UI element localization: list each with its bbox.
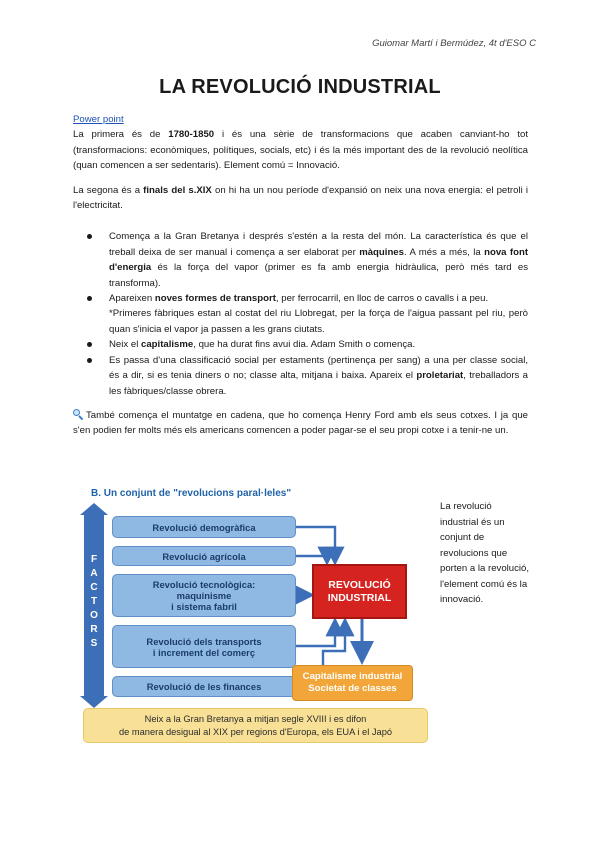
side-note: La revolució industrial és un conjunt de revolucions que porten a la revolució, l'element comú és la innovació. — [440, 501, 530, 605]
box-finance-revolution: Revolució de les finances — [112, 676, 296, 697]
bullet-icon — [87, 342, 92, 347]
document-body — [73, 112, 528, 439]
magnifier-icon — [73, 409, 83, 419]
factory-note: *Primeres fàbriques estan al costat del riu Llobregat, per la força de l'aigua passant pel riu, però quan s'inicia el vapor ja passen a les grans ciutats. — [109, 308, 528, 335]
page-title: LA REVOLUCIÓ INDUSTRIAL — [159, 76, 441, 98]
diagram-title: B. Un conjunt de "revolucions paral·leles" — [91, 488, 292, 499]
box-industrial-capitalism: Capitalisme industrial Societat de classes — [292, 665, 413, 701]
box-transport-revolution: Revolució dels transports i increment del comerç — [112, 625, 296, 668]
box-industrial-revolution: REVOLUCIÓ INDUSTRIAL — [312, 564, 407, 619]
box-agricultural-revolution: Revolució agrícola — [112, 546, 296, 566]
list-item: Neix el capitalisme, que ha durat fins avui dia. Adam Smith o comença. — [87, 337, 528, 352]
arrow-agricultural — [296, 556, 327, 561]
diagram-footer-band: Neix a la Gran Bretanya a mitjan segle XVIII i es difon de manera desigual al XIX per regions d'Europa, els EUA i el Japó — [83, 708, 428, 743]
power-point-link[interactable]: Power point — [73, 114, 124, 125]
paragraph-first-revolution: La primera és de 1780-1850 i és una sèrie de transformacions que acaben canviant-ho tot (transformacions: econòmiques, polítiques, socials, etc) i és la més important des de la revolució neolítica (quan comencen a ser sedentaris). Element comú = Innovació. — [73, 129, 528, 172]
factors-arrow — [84, 513, 104, 698]
box-demographic-revolution: Revolució demogràfica — [112, 516, 296, 538]
bullet-icon — [87, 234, 92, 239]
bullet-icon — [87, 358, 92, 363]
bullet-list — [73, 229, 528, 398]
bullet-icon — [87, 296, 92, 301]
list-item: Comença a la Gran Bretanya i després s'estén a la resta del món. La característica és que el treball deixa de ser manual i comença a ser elaborat per màquines. A més a més, la nova font d'energia és la força del vapor (primer es fa amb energia hidràulica, però més tard es transforma). — [87, 229, 528, 291]
list-item: Es passa d'una classificació social per estaments (pertinença per sang) a una per classe social, és a dir, si es tenia diners o no; classe alta, mitjana i baixa. Apareix el proletariat, treballadors a les fàbriques/classe obrera. — [87, 353, 528, 399]
list-item: Apareixen noves formes de transport, per ferrocarril, en lloc de carros o cavalls i a peu. *Primeres fàbriques estan al costat del riu Llobregat, per la força de l'aigua passant pel riu, però quan s'inicia el vapor ja passen a les grans ciutats. — [87, 291, 528, 337]
revolutions-diagram — [83, 485, 433, 745]
arrow-transport — [296, 622, 335, 646]
author-header: Guiomar Martí i Bermúdez, 4t d'ESO C — [372, 38, 536, 49]
paragraph-assembly-line: També comença el muntatge en cadena, que ho comença Henry Ford amb els seus cotxes. I ja que s'en podien fer molts més els americans comencen a poder pagar-se el seu propi cotxe i a tenir-ne un. — [73, 409, 528, 437]
box-technological-revolution: Revolució tecnològica: maquinisme i sistema fabril — [112, 574, 296, 617]
factors-label: F A C T O R S — [90, 554, 98, 649]
paragraph-second-revolution: La segona és a finals del s.XIX on hi ha un nou període d'expansió on neix una nova energia: el petroli i l'electricitat. — [73, 184, 528, 212]
